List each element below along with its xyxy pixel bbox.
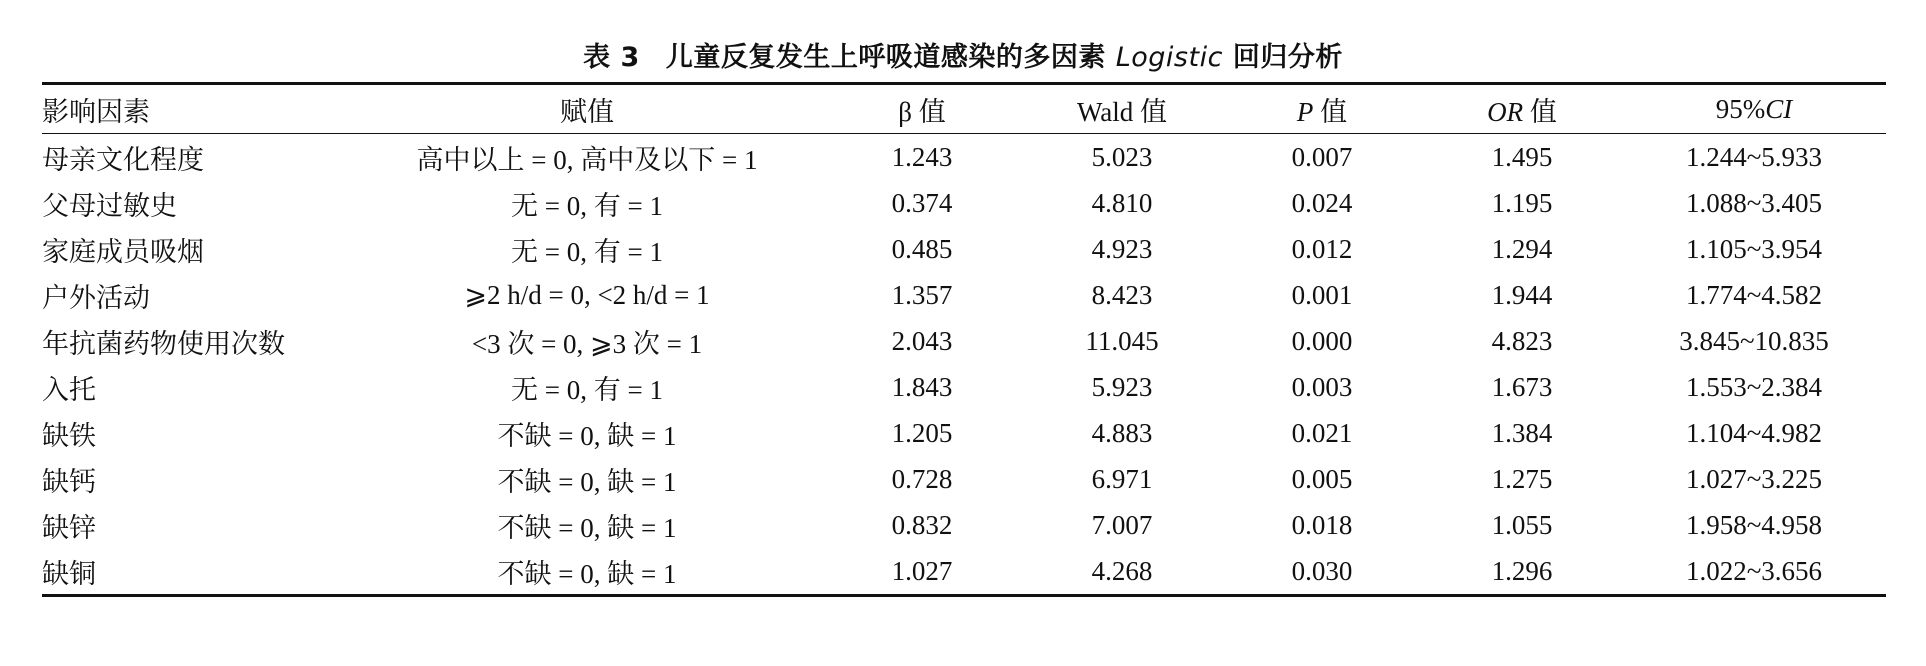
table-row	[42, 272, 1886, 318]
cell-assign: 无 = 0, 有 = 1	[511, 374, 663, 405]
cell-or: 1.055	[1491, 509, 1553, 540]
cell-ci: 1.027~3.225	[1685, 463, 1823, 494]
cell-factor: 入托	[42, 374, 96, 405]
cell-p: 0.030	[1291, 555, 1353, 586]
header-assign: 赋值	[560, 96, 614, 127]
cell-ci: 1.958~4.958	[1685, 509, 1823, 540]
table-row	[42, 180, 1886, 226]
caption-italic-term: Logistic	[1115, 42, 1223, 73]
cell-or: 1.294	[1491, 233, 1553, 264]
cell-beta: 1.243	[891, 141, 953, 172]
cell-wald: 5.923	[1091, 371, 1153, 402]
cell-wald: 4.810	[1091, 187, 1153, 218]
caption-text-before: 儿童反复发生上呼吸道感染的多因素	[665, 42, 1106, 73]
table-row	[42, 318, 1886, 364]
caption-text-after: 回归分析	[1232, 42, 1343, 73]
cell-wald: 7.007	[1091, 509, 1153, 540]
cell-factor: 缺铁	[42, 420, 96, 451]
cell-assign: 无 = 0, 有 = 1	[511, 190, 663, 221]
cell-beta: 1.027	[891, 555, 953, 586]
cell-or: 1.195	[1491, 187, 1553, 218]
cell-beta: 2.043	[891, 325, 953, 356]
table-row	[42, 134, 1886, 181]
cell-wald: 5.023	[1091, 141, 1153, 172]
cell-assign: <3 次 = 0, ⩾3 次 = 1	[471, 328, 703, 359]
cell-wald: 4.268	[1091, 555, 1153, 586]
cell-wald: 4.883	[1091, 417, 1153, 448]
cell-p: 0.024	[1291, 187, 1353, 218]
cell-p: 0.001	[1291, 279, 1353, 310]
cell-beta: 0.832	[891, 509, 953, 540]
cell-assign: 不缺 = 0, 缺 = 1	[497, 512, 677, 543]
header-ci-prefix: 95%	[1715, 93, 1766, 124]
cell-assign: 不缺 = 0, 缺 = 1	[497, 420, 677, 451]
cell-ci: 1.022~3.656	[1685, 555, 1823, 586]
table-row	[42, 226, 1886, 272]
cell-p: 0.003	[1291, 371, 1353, 402]
header-wald: Wald 值	[1076, 96, 1168, 127]
cell-p: 0.007	[1291, 141, 1353, 172]
cell-factor: 母亲文化程度	[42, 144, 204, 175]
cell-factor: 年抗菌药物使用次数	[42, 328, 285, 359]
cell-wald: 8.423	[1091, 279, 1153, 310]
cell-or: 1.275	[1491, 463, 1553, 494]
cell-beta: 0.374	[891, 187, 953, 218]
cell-p: 0.000	[1291, 325, 1353, 356]
header-ci	[1622, 84, 1886, 134]
cell-or: 1.384	[1491, 417, 1553, 448]
header-factor: 影响因素	[42, 96, 150, 127]
header-p-symbol: P	[1296, 96, 1314, 127]
cell-or: 1.673	[1491, 371, 1553, 402]
cell-or: 1.296	[1491, 555, 1553, 586]
table-row	[42, 548, 1886, 596]
cell-factor: 父母过敏史	[42, 190, 177, 221]
cell-factor: 缺锌	[42, 512, 96, 543]
cell-beta: 1.843	[891, 371, 953, 402]
table-row	[42, 410, 1886, 456]
table-caption	[0, 38, 1926, 78]
cell-wald: 6.971	[1091, 463, 1153, 494]
cell-ci: 1.104~4.982	[1685, 417, 1823, 448]
cell-factor: 家庭成员吸烟	[42, 236, 204, 267]
header-row	[42, 84, 1886, 134]
cell-p: 0.021	[1291, 417, 1353, 448]
cell-ci: 3.845~10.835	[1679, 325, 1829, 356]
header-beta: β 值	[898, 96, 946, 127]
cell-assign: 不缺 = 0, 缺 = 1	[497, 466, 677, 497]
cell-ci: 1.088~3.405	[1685, 187, 1823, 218]
cell-ci: 1.774~4.582	[1685, 279, 1823, 310]
cell-ci: 1.244~5.933	[1685, 141, 1823, 172]
cell-beta: 1.357	[891, 279, 953, 310]
cell-wald: 11.045	[1085, 325, 1159, 356]
cell-beta: 0.485	[891, 233, 953, 264]
header-p	[1222, 84, 1422, 134]
cell-assign: 不缺 = 0, 缺 = 1	[497, 558, 677, 589]
cell-assign: ⩾2 h/d = 0, <2 h/d = 1	[464, 279, 710, 310]
cell-beta: 0.728	[891, 463, 953, 494]
header-p-suffix: 值	[1313, 96, 1348, 127]
cell-ci: 1.553~2.384	[1685, 371, 1823, 402]
header-or	[1422, 84, 1622, 134]
header-or-suffix: 值	[1523, 96, 1557, 127]
cell-ci: 1.105~3.954	[1685, 233, 1823, 264]
table-row	[42, 364, 1886, 410]
header-ci-symbol: CI	[1765, 93, 1793, 124]
table-row	[42, 456, 1886, 502]
header-or-symbol: OR	[1487, 96, 1524, 127]
cell-p: 0.012	[1291, 233, 1353, 264]
cell-or: 1.944	[1491, 279, 1553, 310]
cell-or: 4.823	[1491, 325, 1553, 356]
cell-or: 1.495	[1491, 141, 1553, 172]
cell-factor: 缺钙	[42, 466, 96, 497]
cell-p: 0.018	[1291, 509, 1353, 540]
cell-wald: 4.923	[1091, 233, 1153, 264]
table-row	[42, 502, 1886, 548]
cell-beta: 1.205	[891, 417, 953, 448]
cell-factor: 户外活动	[42, 282, 150, 313]
logistic-regression-table	[42, 82, 1886, 597]
cell-assign: 高中以上 = 0, 高中及以下 = 1	[416, 144, 758, 175]
cell-assign: 无 = 0, 有 = 1	[511, 236, 663, 267]
cell-p: 0.005	[1291, 463, 1353, 494]
caption-number: 表 3	[583, 42, 640, 73]
cell-factor: 缺铜	[42, 558, 96, 589]
